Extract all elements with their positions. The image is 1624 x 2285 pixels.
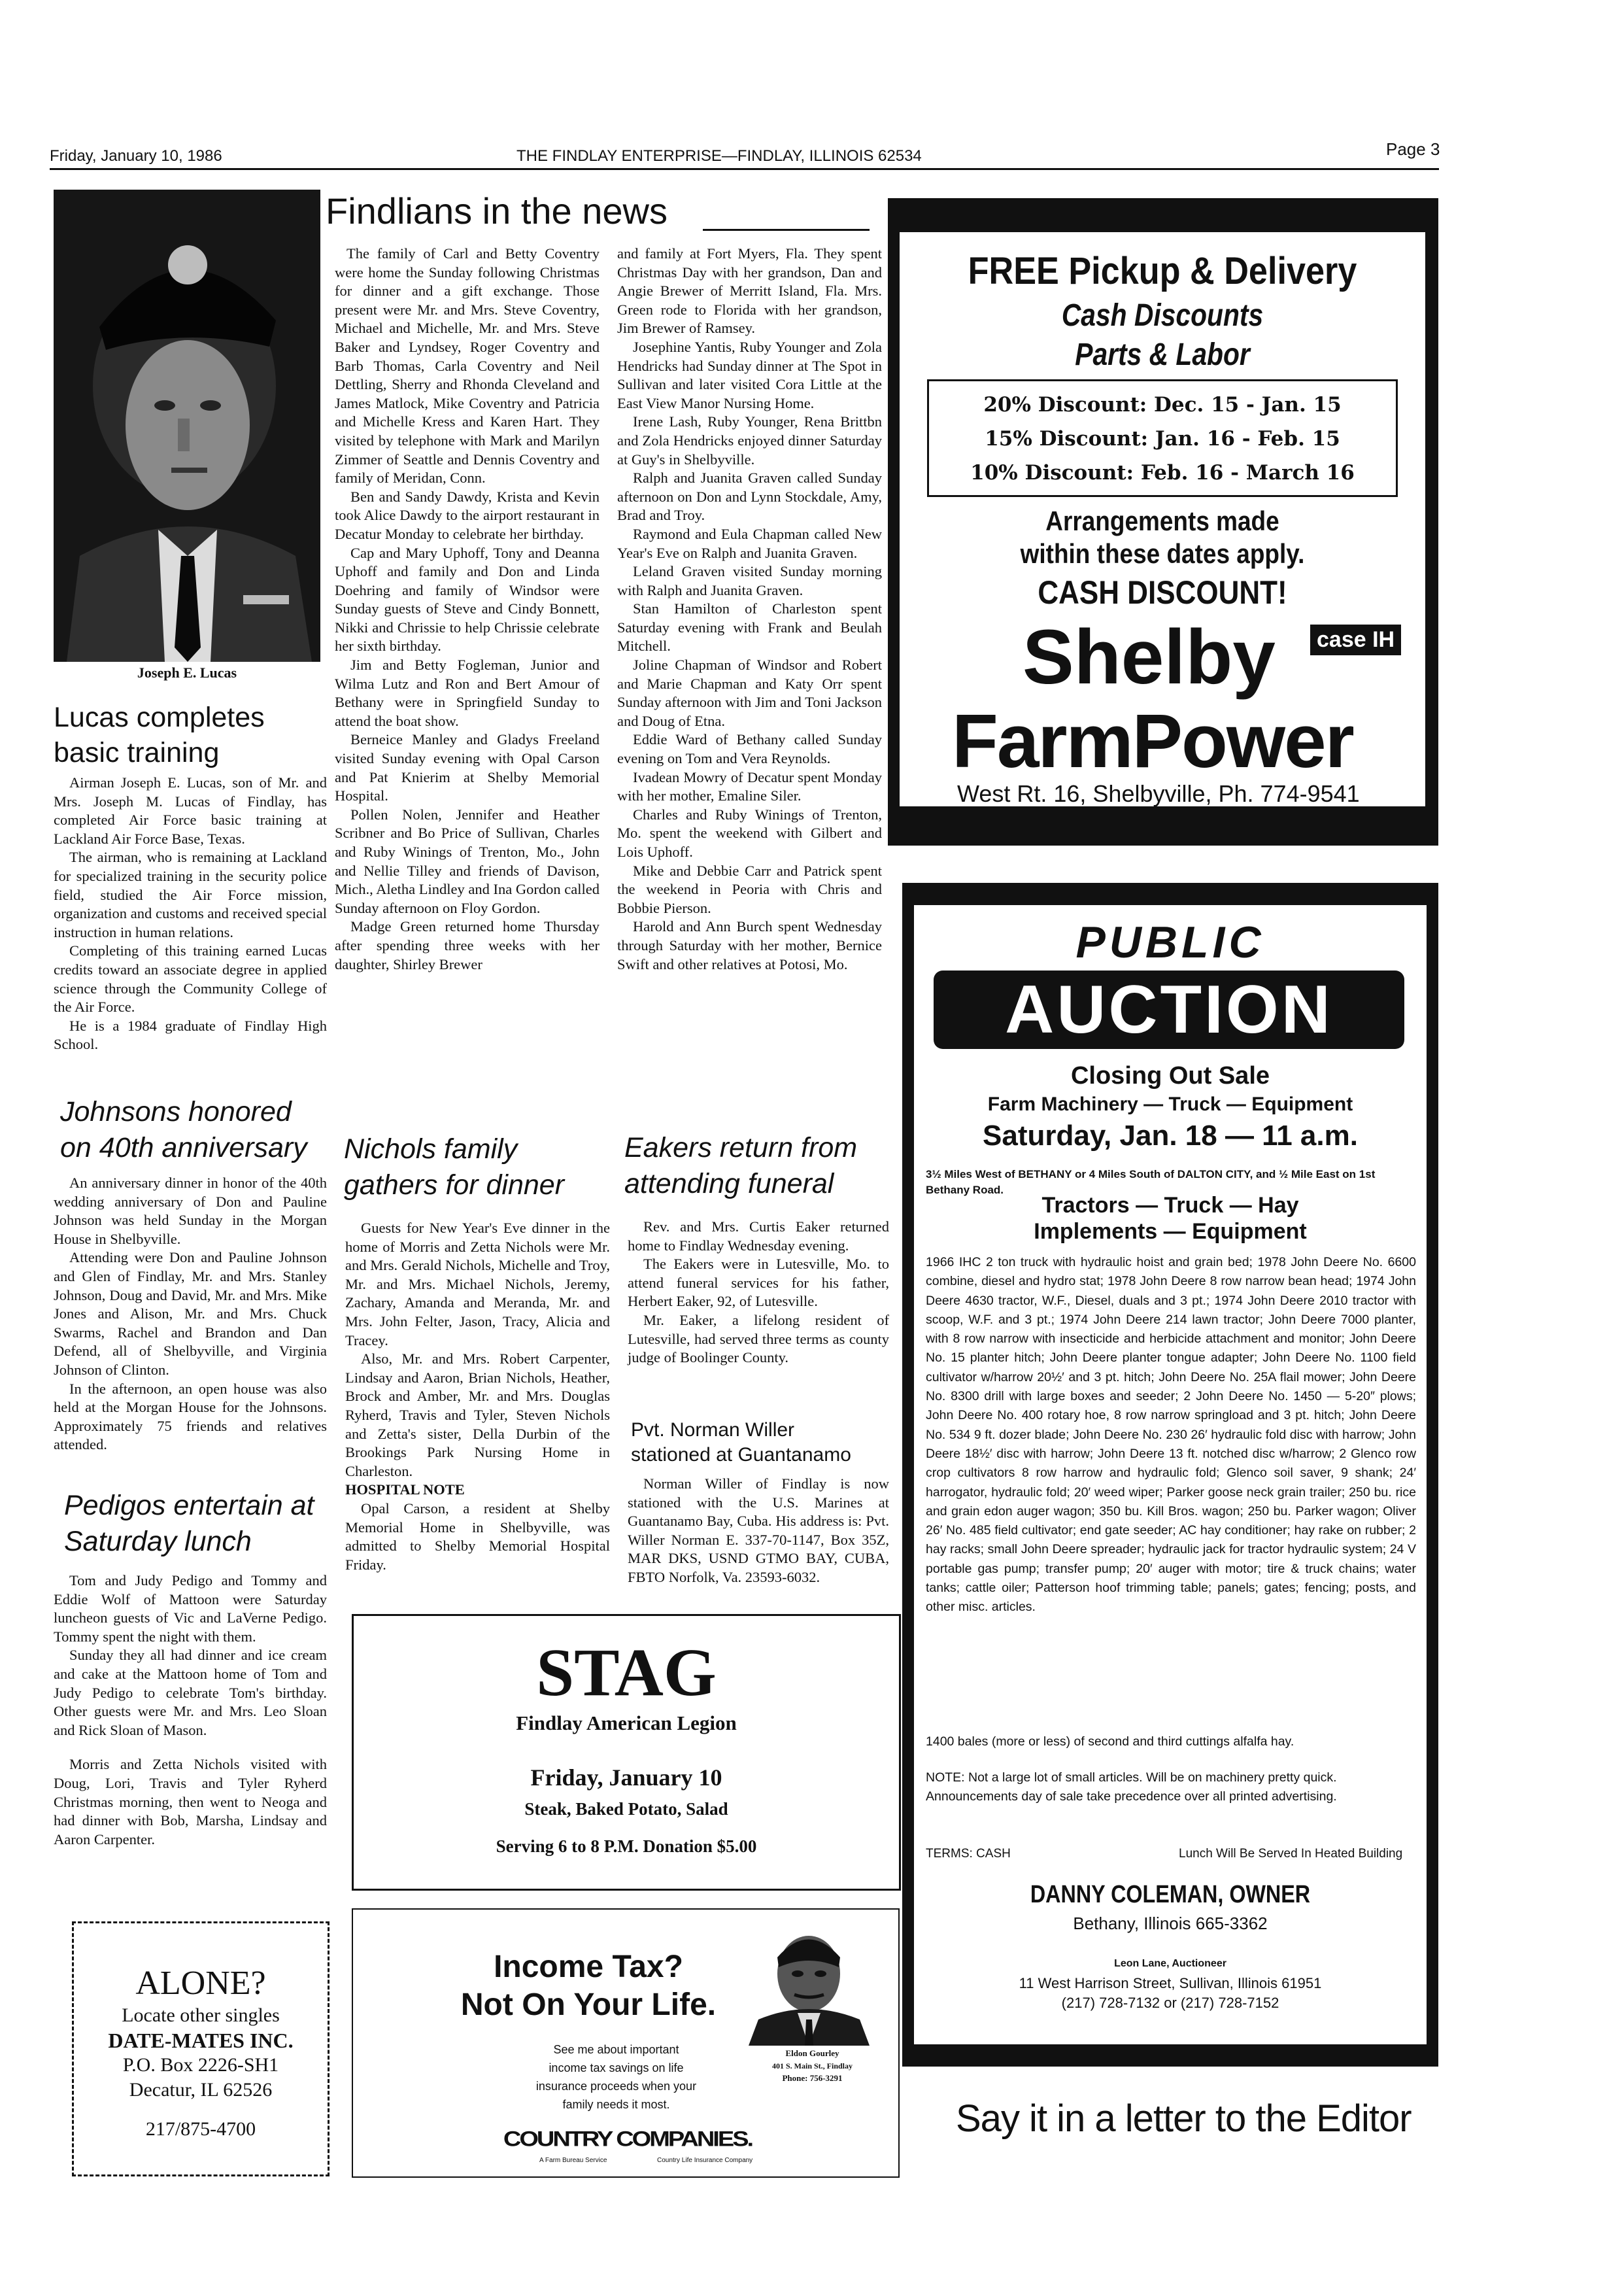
auction-cats2: Implements — Equipment: [1034, 1219, 1307, 1244]
stag-ad: [352, 1614, 901, 1891]
auction-location: 3½ Miles West of BETHANY or 4 Miles South of DALTON CITY, and ½ Mile East on 1st Bethany Road.: [926, 1168, 1376, 1196]
paragraph: Tom and Judy Pedigo and Tommy and Eddie Wolf of Mattoon were Saturday luncheon guests of Vic and LaVerne Pedigo. Tommy spent the night with them.: [54, 1572, 327, 1645]
agent-name: Eldon Gourley: [785, 2048, 839, 2058]
header-rule: [50, 168, 1439, 170]
paragraph: Norman Willer of Findlay is now stationed with the U.S. Marines at Guantanamo Bay, Cuba. His address is: Pvt. Willer Norman E. 337-70-1147, Box 35Z, MAR DKS, USND GTMO BAY, CUBA, FBTO Norfolk, Va. 23593-6032.: [628, 1475, 889, 1585]
shelby-ad: [888, 198, 1438, 846]
paragraph: Raymond and Eula Chapman called New Year's Eve on Ralph and Juanita Graven.: [617, 525, 882, 561]
pedigos-headline: Pedigos entertain at Saturday lunch: [64, 1490, 314, 1557]
paragraph: He is a 1984 graduate of Findlay High School.: [54, 1017, 327, 1053]
shelby-head: FREE Pickup & Delivery: [968, 250, 1357, 292]
auction-list: 1966 IHC 2 ton truck with hydraulic hoist and grain bed; 1978 John Deere No. 6600 combine, diesel and hydro stat; 1978 John Deere 8 row narrow bean head; 1974 John Deere 4630 tractor, W.F., Diesel, duals and 3 pt.; 1974 John Deere 2010 tractor with scoop, W.F. and 3 pt.; 1974 John Deere 214 lawn tractor; John Deere 7000 planter, with 8 row narrow with insecticide and herbicide attachment and monitor; John Deere No. 15 planter hitch; John Deere planter tongue adapter; John Deere No. 1100 field cultivator w/harrow 20½′ and 3 pt. hitch; John Deere No. 25A flail mower; John Deere No. 8300 drill with large boxes and seeder; 2 John Deere No. 1450 — 5-20″ plows; John Deere No. 400 rotary hoe, 8 row narrow springload and 3 pt. hitch; John Deere No. 534 9 ft. dozer blade; John Deere No. 230 26′ hydraulic fold disc with harrow; John Deere 18½′ disc with harrow; John Deere 13 ft. notched disc w/harrow; 2 Glenco row crop cultivators 8 row harrow and hydraulic fold; Glenco soil saver, 9 shank; 24′ harrogator, hydraulic fold; 20′ weed wiper; Parker goose neck grain trailer; 250 bu. rice and grain edon auger wagon; 350 bu. Kill Bros. wagon; 250 bu. Parker wagon; Oliver 26′ No. 485 field cultivator; end gate seeder; AC hay conditioner; hay rake on rubber; 2 hay racks; small John Deere spreader; hydraulic jack for tractor hydraulic system; 24 V portable gas pump; transfer pump; 20′ auger with motor; tire & truck chains; water tanks; cattle oiler; Patterson hoof trimming table; panels; gates; fencing; posts, and other misc. articles.: [926, 1255, 1416, 1615]
shelby-arrangements-1: Arrangements made: [1045, 506, 1279, 536]
discount-row: 15% Discount: Jan. 16 - Feb. 15: [985, 427, 1340, 451]
discount-table: [927, 379, 1398, 497]
news-head-rule: [703, 229, 870, 231]
willer-headline: Pvt. Norman Willer stationed at Guantanamo: [631, 1419, 851, 1466]
country-companies-logo: COUNTRY COMPANIES.: [503, 2127, 753, 2151]
johnsons-headline: Johnsons honored on 40th anniversary: [60, 1096, 307, 1163]
auction-closing: Closing Out Sale: [1070, 1062, 1270, 1090]
stag-serving: Serving 6 to 8 P.M. Donation $5.00: [496, 1836, 757, 1856]
lucas-caption: Joseph E. Lucas: [137, 664, 237, 681]
paragraph: Mr. Eaker, a lifelong resident of Lutesville, had served three terms as county judge of Boolinger County.: [628, 1311, 889, 1366]
shelby-sub1: Cash Discounts: [1061, 298, 1264, 333]
agent-portrait-image: [749, 1921, 870, 2046]
paragraph: Mike and Debbie Carr and Patrick spent the weekend in Peoria with Chris and Bobbie Pierson.: [617, 862, 882, 916]
paragraph: Ralph and Juanita Graven called Sunday afternoon on Don and Lynn Stockdale, Amy, Brad and Troy.: [617, 470, 882, 524]
paragraph: Morris and Zetta Nichols visited with Doug, Lori, Travis and Tyler Ryherd Christmas morning, then went to Neoga and had dinner with Bob, Marsha, Lindsay and Aaron Carpenter.: [54, 1756, 327, 1847]
letter-to-editor: Say it in a letter to the Editor: [956, 2097, 1412, 2140]
case-ih-logo: case IH: [1310, 625, 1401, 655]
paragraph: Leland Graven visited Sunday morning with Ralph and Juanita Graven.: [617, 563, 882, 598]
shelby-name-2: FarmPower: [952, 698, 1353, 783]
tax-head1: Income Tax?: [494, 1950, 683, 1984]
paragraph: Completing of this training earned Lucas credits toward an associate degree in applied science through the Community College of the Air Force.: [54, 942, 327, 1016]
auction-bales: 1400 bales (more or less) of second and third cuttings alfalfa hay.: [926, 1734, 1294, 1749]
portrait-image: [54, 190, 320, 662]
alone-line3: P.O. Box 2226-SH1: [122, 2054, 279, 2076]
paragraph: Berneice Manley and Gladys Freeland visited Sunday evening with Opal Carson and Pat Knierim at Shelby Memorial Hospital.: [335, 731, 600, 804]
alone-line1: Locate other singles: [122, 2004, 280, 2026]
shelby-inner: [900, 232, 1425, 806]
auction-owner: DANNY COLEMAN, OWNER: [1030, 1881, 1311, 1908]
paragraph: Stan Hamilton of Charleston spent Saturday evening with Frank and Beulah Mitchell.: [617, 600, 882, 655]
paragraph: Joline Chapman of Windsor and Robert and Marie Chapman and Katy Orr spent Sunday afternoon with Jim and Toni Jackson and Doug of Etna.: [617, 657, 882, 729]
auction-public: PUBLIC: [1075, 918, 1265, 967]
paragraph: Harold and Ann Burch spent Wednesday through Saturday with her mother, Bernice Swift and other relatives at Potosi, Mo.: [617, 918, 882, 972]
news-headline: Findlians in the news: [326, 190, 668, 232]
auction-owner-address: Bethany, Illinois 665-3362: [1073, 1914, 1268, 1933]
paragraph: Irene Lash, Ruby Younger, Rena Brittbn and Zola Hendricks enjoyed dinner Saturday at Guy's in Shelbyville.: [617, 413, 882, 468]
paragraph: Ben and Sandy Dawdy, Krista and Kevin took Alice Dawdy to the airport restaurant in Decatur Monday to celebrate her birthday.: [335, 488, 600, 542]
agent-phone: Phone: 756-3291: [782, 2073, 843, 2083]
paragraph: Airman Joseph E. Lucas, son of Mr. and Mrs. Joseph M. Lucas of Findlay, has completed Air Force basic training at Lackland Air Force Base, Texas.: [54, 774, 327, 847]
paragraph: Eddie Ward of Bethany called Sunday evening on Tom and Vera Reynolds.: [617, 731, 882, 767]
shelby-arrangements-2: within these dates apply.: [1020, 538, 1305, 569]
paragraph: and family at Fort Myers, Fla. They spent Christmas Day with her grandson, Dan and Angie Brewer of Merritt Island, Fla. Mrs. Green rode to Florida with her grandson, Jim Brewer of Ramsey.: [617, 245, 882, 337]
auction-ad: [902, 883, 1438, 2067]
paragraph: Sunday they all had dinner and ice cream and cake at the Mattoon home of Tom and Judy Pedigo to celebrate Tom's birthday. Other guests were Mr. and Mrs. Leo Sloan and Rick Sloan of Mason.: [54, 1647, 327, 1738]
hospital-note-heading: HOSPITAL NOTE: [345, 1481, 465, 1498]
auction-items: Farm Machinery — Truck — Equipment: [987, 1093, 1353, 1115]
paragraph: Guests for New Year's Eve dinner in the home of Morris and Zetta Nichols were Mr. and Mrs. Gerald Nichols, Michelle and Troy, Mr. and Mrs. Michael Nichols, Jeremy, Zachary, Amanda and Meranda, Mr. and Mrs. John Felter, Jason, Tracy, Alicia and Tracey.: [345, 1220, 610, 1349]
alone-line2: DATE-MATES INC.: [108, 2029, 294, 2052]
paragraph: Pollen Nolen, Jennifer and Heather Scribner and Bo Price of Sullivan, Charles and Ruby Winings of Trenton, Mo., John and Nellie Tilley and friends of Davison, Mich., Aletha Lindley and Ina Gordon called Sunday afternoon on Floy Gordon.: [335, 806, 600, 916]
auction-title: AUCTION: [934, 971, 1404, 1049]
income-tax-ad: [352, 1908, 900, 2178]
agent-address: 401 S. Main St., Findlay: [771, 2061, 853, 2070]
stag-title: STAG: [536, 1635, 717, 1710]
header-page: Page 3: [1386, 139, 1440, 159]
auction-inner: [914, 905, 1427, 2044]
auctioneer-address: 11 West Harrison Street, Sullivan, Illinois 61951: [1019, 1975, 1322, 1991]
nichols-story: [345, 1219, 610, 1574]
auctioneer-phone: (217) 728-7132 or (217) 728-7152: [1061, 1995, 1279, 2011]
alone-phone: 217/875-4700: [145, 2118, 256, 2140]
stag-date: Friday, January 10: [530, 1764, 722, 1791]
news-column-1: [335, 245, 600, 974]
tax-head2: Not On Your Life.: [460, 1987, 717, 2022]
discount-row: 20% Discount: Dec. 15 - Jan. 15: [983, 393, 1342, 417]
nichols-headline: Nichols family gathers for dinner: [344, 1133, 565, 1201]
paragraph: Jim and Betty Fogleman, Junior and Wilma Lutz and Ron and Bert Amour of Bethany were in Springfield Sunday to attend the boat show.: [335, 657, 600, 729]
paragraph: Madge Green returned home Thursday after spending three weeks with her daughter, Shirley Brewer: [335, 918, 600, 972]
stag-org: Findlay American Legion: [516, 1711, 737, 1734]
willer-story: [628, 1475, 889, 1587]
paragraph: Opal Carson, a resident at Shelby Memorial Home in Shelbyville, was admitted to Shelby Memorial Hospital Friday.: [345, 1500, 610, 1573]
lucas-photo: [54, 190, 320, 662]
alone-line4: Decatur, IL 62526: [129, 2079, 273, 2101]
alone-title: ALONE?: [135, 1965, 266, 2002]
auction-note: NOTE: Not a large lot of small articles. Will be on machinery pretty quick. Announcements day of sale take precedence over all printed advertising.: [926, 1770, 1337, 1804]
tax-body: See me about important income tax savings on life insurance proceeds when your family needs it most.: [535, 2043, 697, 2111]
johnsons-story: [54, 1174, 327, 1454]
header-paper: THE FINDLAY ENTERPRISE—FINDLAY, ILLINOIS 62534: [516, 147, 922, 165]
paragraph: The airman, who is remaining at Lackland for specialized training in the security police field, studied the Air Force mission, organization and customs and received special instruction in human relations.: [54, 849, 327, 940]
agent-photo: [749, 1921, 870, 2046]
auction-terms: TERMS: CASH: [926, 1847, 1011, 1861]
auction-date: Saturday, Jan. 18 — 11 a.m.: [983, 1120, 1358, 1152]
eakers-story: [628, 1218, 889, 1367]
paragraph: Cap and Mary Uphoff, Tony and Deanna Uphoff and family and Don and Linda Doehring and family of Windsor were Sunday guests of Steve and Cindy Bonnett, Nikki and Chrissie to help Chrissie celebrate her sixth birthday.: [335, 544, 600, 655]
paragraph: Also, Mr. and Mrs. Robert Carpenter, Lindsay and Aaron, Brian Nichols, Heather, Brock and Amber, Mr. and Mrs. Douglas Ryherd, Travis and Tyler, Steven Nichols and Zetta's sister, Della Durbin of the Brookings Park Nursing Home in Charleston.: [345, 1350, 610, 1479]
header-date: Friday, January 10, 1986: [50, 147, 222, 165]
paragraph: In the afternoon, an open house was also held at the Morgan House for the Johnsons. Approximately 75 friends and relatives attended.: [54, 1380, 327, 1453]
paragraph: Josephine Yantis, Ruby Younger and Zola Hendricks had Sunday dinner at The Spot in Sullivan and later visited Cora Little at the East View Manor Nursing Home.: [617, 338, 882, 411]
auction-lunch: Lunch Will Be Served In Heated Building: [1179, 1847, 1403, 1861]
paragraph: An anniversary dinner in honor of the 40th wedding anniversary of Don and Pauline Johnson was held Sunday in the Morgan House in Shelbyville.: [54, 1175, 327, 1247]
auction-cats1: Tractors — Truck — Hay: [1041, 1193, 1299, 1218]
shelby-cash: CASH DISCOUNT!: [1038, 574, 1287, 611]
paragraph: Ivadean Mowry of Decatur spent Monday with her mother, Emaline Siler.: [617, 768, 882, 804]
paragraph: The Eakers were in Lutesville, Mo. to attend funeral services for his father, Herbert Eaker, 92, of Lutesville.: [628, 1256, 889, 1310]
discount-row: 10% Discount: Feb. 16 - March 16: [970, 461, 1355, 485]
shelby-name-1: Shelby: [1023, 614, 1276, 700]
lucas-story: [54, 774, 327, 1054]
stag-menu: Steak, Baked Potato, Salad: [524, 1799, 728, 1819]
paragraph: Rev. and Mrs. Curtis Eaker returned home to Findlay Wednesday evening.: [628, 1218, 889, 1254]
eakers-headline: Eakers return from attending funeral: [624, 1132, 858, 1199]
tax-tagline-1: A Farm Bureau Service: [539, 2157, 607, 2164]
tax-tagline-2: Country Life Insurance Company: [657, 2157, 753, 2164]
paragraph: Charles and Ruby Winings of Trenton, Mo. spent the weekend with Gilbert and Lois Uphoff.: [617, 806, 882, 860]
shelby-address: West Rt. 16, Shelbyville, Ph. 774-9541: [957, 780, 1360, 807]
news-column-2: [617, 245, 882, 974]
lucas-headline: Lucas completes basic training: [54, 702, 265, 768]
shelby-sub2: Parts & Labor: [1075, 337, 1250, 372]
pedigos-story: [54, 1572, 327, 1849]
paragraph: Attending were Don and Pauline Johnson and Glen of Findlay, Mr. and Mrs. Stanley Johnson, Doug and David, Mr. and Mrs. Mike Jones and Alison, Mr. and Mrs. Chuck Swarms, Rachel and Brandon and Dan Defend, all of Shelbyville, and Virginia Johnson of Clinton.: [54, 1249, 327, 1378]
alone-ad: [72, 1921, 330, 2176]
paragraph: The family of Carl and Betty Coventry were home the Sunday following Christmas for dinner and a gift exchange. Those present were Mr. and Mrs. Steve Coventry, Michael and Michelle, Mr. and Mrs. Steve Baker and Lyndsey, Roger Coventry and Barb Thomas, Carla Coventry and Neil Dettling, Sherry and Rhonda Cleveland and James Matlock, Mike Coventry and Patricia and Michelle Kress and Karen Hart. They visited by telephone with Mark and Marilyn Zimmer of Seattle and Dennis Coventry and family of Meridan, Conn.: [335, 245, 600, 487]
auctioneer: Leon Lane, Auctioneer: [1114, 1958, 1226, 1969]
